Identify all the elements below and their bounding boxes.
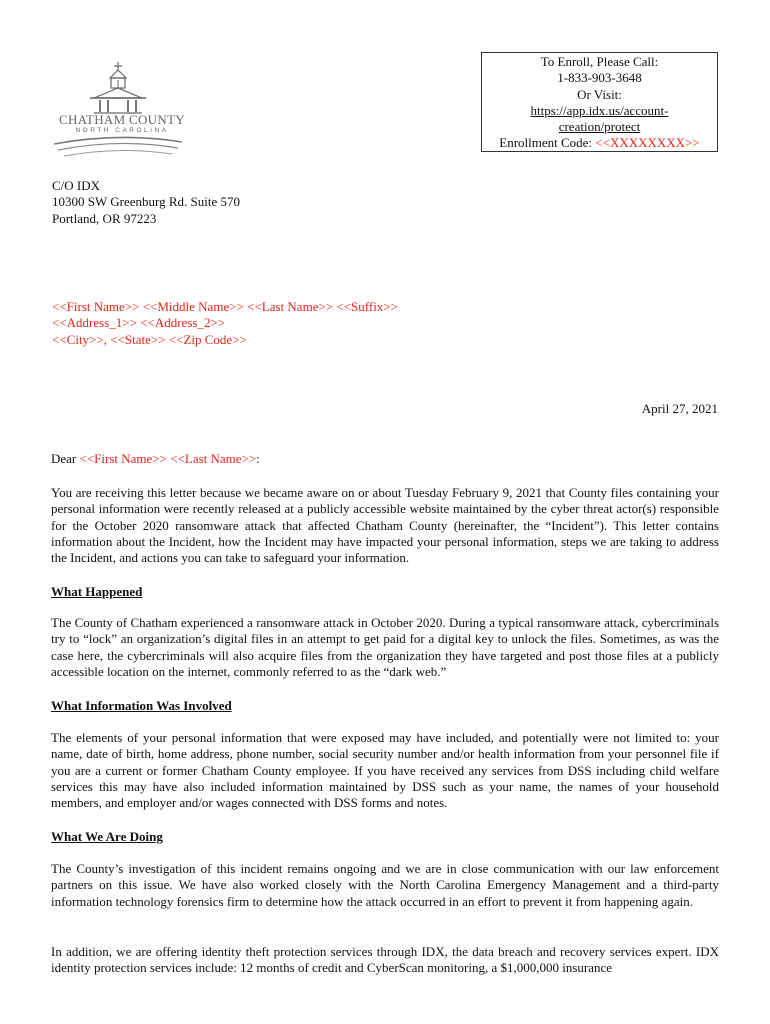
- enrollment-box: [481, 52, 718, 152]
- what-doing-paragraph-1: The County’s investigation of this incident remains ongoing and we are in close communication with our law enforcement partners on this issue. We have also worked closely with the North Carolina Emergency Management and a third-party information technology forensics firm to determine how the attack occurred in an effort to prevent it from happening again.: [51, 861, 719, 909]
- info-involved-paragraph: The elements of your personal information that were exposed may have included, and potentially were not limited to: your name, date of birth, home address, phone number, social security number and/or health information from your personnel file if you are a current or former Chatham County employee. If you have received any services from DSS including child welfare services this may have also included information maintained by DSS such as your name, the names of your household members, and employer and/or wages connected with DSS forms and notes.: [51, 730, 719, 811]
- what-happened-paragraph: The County of Chatham experienced a ransomware attack in October 2020. During a typical ransomware attack, cybercriminals try to “lock” an organization’s digital files in an attempt to get paid for a digital key to unlock the files. Sometimes, as was the case here, the cybercriminals will also acquire files from the organization they have targeted and post those files at a publicly accessible location on the internet, commonly referred to as the “dark web.”: [51, 615, 719, 679]
- enroll-phone: 1-833-903-3648: [557, 70, 642, 86]
- enroll-code-value: <<XXXXXXXX>>: [595, 135, 700, 151]
- enroll-url-line2[interactable]: creation/protect: [558, 119, 641, 135]
- return-address-line3: Portland, OR 97223: [52, 210, 157, 226]
- what-doing-paragraph-2: In addition, we are offering identity theft protection services through IDX, the data breach and recovery services expert. IDX identity protection services include: 12 months of credit and CyberScan monitoring, a $1,000,000 insurance: [51, 944, 719, 976]
- enroll-code-row: [482, 135, 717, 151]
- salutation-suffix: :: [256, 451, 260, 466]
- river-swoosh-icon: [50, 134, 190, 160]
- return-address-line2: 10300 SW Greenburg Rd. Suite 570: [52, 194, 241, 210]
- intro-paragraph: You are receiving this letter because we became aware on or about Tuesday February 9, 2021 that County files containing your personal information were recently released at a publicly accessible website maintained by the cyber threat actor(s) responsible for the October 2020 ransomware attack that affected Chatham County (hereinafter, the “Incident”). This letter contains information about the Incident, how the Incident may have impacted your personal information, steps we are taking to address the Incident, and actions you can take to safeguard your information.: [51, 485, 719, 566]
- logo-title: CHATHAM COUNTY: [59, 112, 185, 127]
- salutation: [51, 451, 719, 467]
- salutation-prefix: Dear: [51, 451, 77, 466]
- recipient-line3: <<City>>, <<State>> <<Zip Code>>: [52, 331, 247, 347]
- chatham-county-logo: [50, 60, 190, 160]
- logo-subtitle: NORTH CAROLINA: [75, 127, 169, 134]
- recipient-address: [52, 299, 398, 348]
- heading-what-doing: What We Are Doing: [51, 829, 163, 844]
- heading-info-involved: What Information Was Involved: [51, 698, 232, 713]
- return-address-line1: C/O IDX: [52, 178, 101, 193]
- letter-date: April 27, 2021: [641, 401, 718, 416]
- return-address: [52, 178, 240, 227]
- recipient-line1: <<First Name>> <<Middle Name>> <<Last Name>> <<Suffix>>: [52, 299, 398, 314]
- enroll-call-label: To Enroll, Please Call:: [540, 54, 659, 69]
- enroll-url-line1[interactable]: https://app.idx.us/account-: [530, 102, 669, 118]
- enroll-or-visit: Or Visit:: [577, 86, 622, 102]
- salutation-name: <<First Name>> <<Last Name>>: [79, 451, 257, 466]
- enroll-code-label: Enrollment Code:: [499, 135, 593, 151]
- recipient-line2: <<Address_1>> <<Address_2>>: [52, 315, 226, 331]
- heading-what-happened: What Happened: [51, 584, 143, 599]
